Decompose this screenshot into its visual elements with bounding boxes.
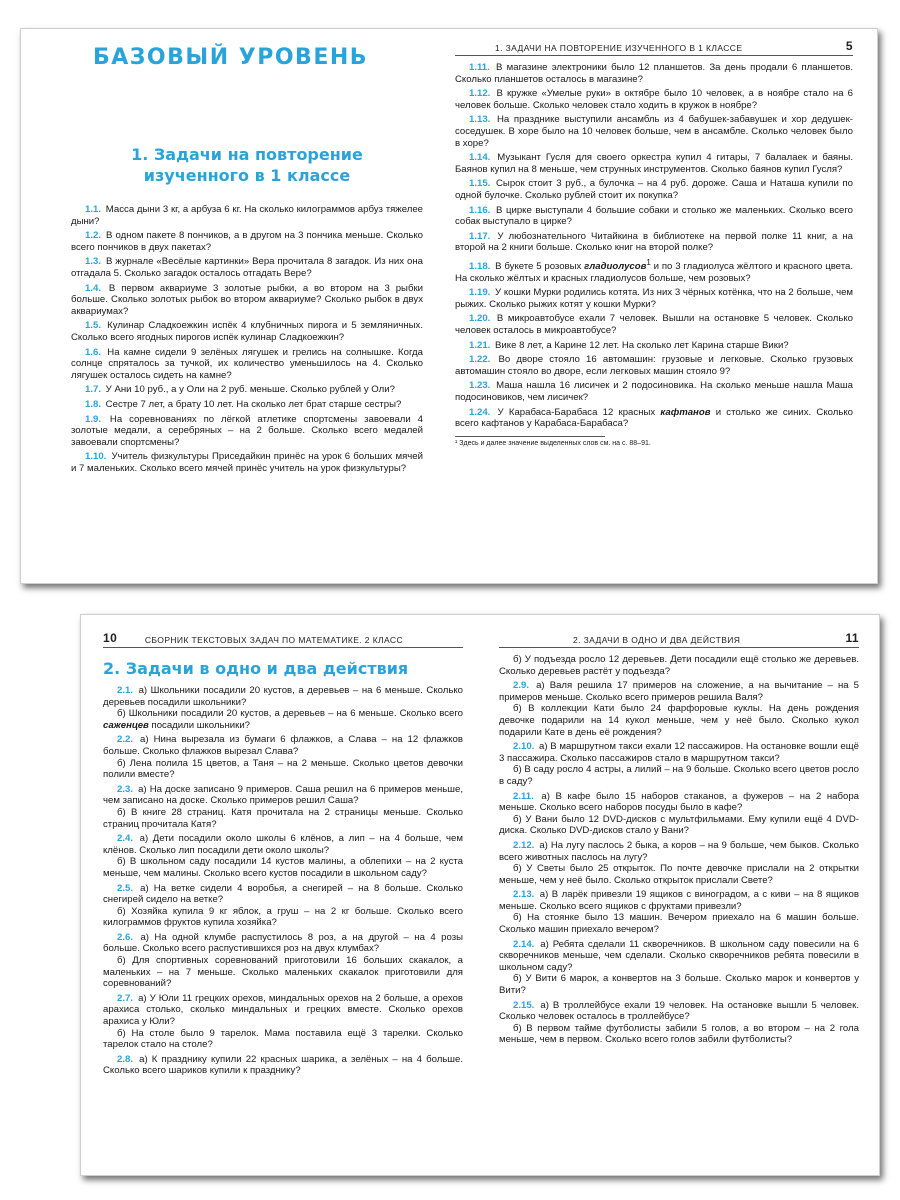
problem-number: 2.8.	[117, 1053, 134, 1065]
problem-text: На соревнованиях по лёгкой атлетике спортсмены завоевали 4 золотые медали, а серебряных – на 2 больше. Сколько всего медалей завоевали спортсмены?	[71, 413, 423, 448]
problem-item	[71, 230, 423, 253]
problem-text: Музыкант Гусля для своего оркестра купил 4 гитары, 7 балалаек и баяны. Баянов купил на 8 меньше, чем струнных инструментов. Сколько баянов купил Гусля?	[455, 152, 853, 175]
problem-number: 1.24.	[469, 406, 491, 418]
problem-part-b: б) В коллекции Кати было 24 фарфоровые куклы. На день рождения девочке подарили на 14 кукол меньше, чем у неё было. Сколько кукол подарили Кате в день её рождения?	[499, 703, 859, 738]
problem-text: У кошки Мурки родились котята. Из них 3 чёрных котёнка, что на 2 больше, чем рыжих. Сколько рыжих котят у кошки Мурки?	[455, 287, 853, 310]
glossary-term: гладиолусов	[584, 261, 647, 273]
problem-number: 1.11.	[469, 62, 490, 73]
problem-text: Масса дыни 3 кг, а арбуза 6 кг. На сколько килограммов арбуз тяжелее дыни?	[71, 204, 423, 227]
problem-part-b: б) В первом тайме футболисты забили 5 голов, а во втором – на 2 гола меньше, чем в первом. Сколько всего голов забили футболисты?	[499, 1022, 859, 1046]
problem-text: В одном пакете 8 пончиков, а в другом на 3 пончика меньше. Сколько всего пончиков в двух пакетах?	[71, 230, 423, 253]
problem-item	[455, 152, 853, 175]
page-number: 5	[845, 39, 853, 53]
problem-list	[71, 204, 423, 474]
problem-part-b: б) У Вити 6 марок, а конвертов на 3 больше. Сколько марок и конвертов у Вити?	[499, 973, 859, 997]
problem-list	[103, 685, 463, 1077]
page-11	[481, 615, 880, 1175]
running-head-text: СБОРНИК ТЕКСТОВЫХ ЗАДАЧ ПО МАТЕМАТИКЕ. 2 КЛАСС	[144, 635, 403, 645]
problem-item	[455, 205, 853, 228]
section-title-line: 1. Задачи на повторение	[131, 145, 363, 164]
problem-text: В журнале «Весёлые картинки» Вера прочитала 8 загадок. Из них она отгадала 5. Сколько загадок осталось отгадать Вере?	[71, 256, 423, 279]
problem-text: Кулинар Сладкоежкин испёк 4 клубничных пирога и 5 земляничных. Сколько всего ягодных пирогов испёк кулинар Сладкоежкин?	[71, 320, 423, 343]
problem-item	[455, 62, 853, 85]
problem-part-a: а) На ветке сидели 4 воробья, а снегирей – на 8 больше. Сколько снегирей сидело на ветке?	[103, 882, 463, 906]
problem-number: 1.16.	[469, 204, 491, 216]
problem-text: посадили школьники?	[148, 719, 251, 731]
problem-part-b	[103, 708, 463, 731]
problem-part-a: а) На лугу паслось 2 быка, а коров – на 9 больше, чем быков. Сколько всего животных паслось на лугу?	[499, 839, 859, 863]
problem-item	[71, 384, 423, 396]
page-10	[81, 615, 481, 1175]
problem-number: 2.2.	[117, 734, 134, 746]
problem-item	[455, 313, 853, 336]
running-header	[455, 39, 853, 56]
problem-item	[499, 791, 859, 837]
problem-item	[71, 399, 423, 411]
problem-number: 1.13.	[469, 114, 491, 126]
problem-list	[499, 680, 859, 1046]
problem-text: На празднике выступили ансамбль из 4 бабушек-забавушек и хор дедушек-соседушек. В хоре было на 10 человек больше, чем в ансамбле. Сколько человек было в хоре?	[455, 114, 853, 149]
problem-number: 1.14.	[469, 152, 491, 164]
problem-item	[71, 283, 423, 318]
problem-text: В цирке выступали 4 большие собаки и столько же маленьких. Сколько всего собак выступало в цирке?	[455, 204, 853, 228]
problem-number: 2.13.	[513, 889, 535, 901]
problem-part-b: б) У Вани было 12 DVD-дисков с мультфильмами. Ему купили ещё 4 DVD-диска. Сколько DVD-дисков стало у Вани?	[499, 813, 859, 837]
problem-number: 2.12.	[513, 839, 535, 851]
problem-part-a: а) На одной клумбе распустилось 8 роз, а на другой – на 4 розы больше. Сколько всего распустившихся роз на двух клумбах?	[103, 931, 463, 955]
problem-part-b: б) На столе было 9 тарелок. Мама поставила ещё 3 тарелки. Сколько тарелок стало на столе?	[103, 1027, 463, 1051]
problem-part-a: а) В троллейбусе ехали 19 человек. На остановке вышли 5 человек. Сколько человек осталось в троллейбусе?	[499, 999, 859, 1023]
page-5	[441, 29, 878, 583]
problem-item	[71, 320, 423, 343]
problem-item	[455, 257, 853, 284]
problem-part-a: а) К празднику купили 22 красных шарика, а зелёных – на 4 больше. Сколько всего шариков купили к празднику?	[103, 1053, 463, 1077]
problem-item	[455, 407, 853, 430]
problem-part-a: а) В маршрутном такси ехали 12 пассажиров. На остановке вошли ещё 3 пассажира. Сколько пассажиров стало в маршрутном такси?	[499, 741, 859, 764]
problem-item	[103, 932, 463, 990]
problem-number: 1.18.	[469, 261, 491, 273]
problem-part-a: а) Нина вырезала из бумаги 6 флажков, а Слава – на 12 флажков больше. Сколько флажков вырезал Слава?	[103, 734, 463, 757]
running-head-text: 2. ЗАДАЧИ В ОДНО И ДВА ДЕЙСТВИЯ	[573, 635, 741, 645]
problem-part-b: б) У Светы было 25 открыток. По почте девочке прислали на 2 открытки меньше, чем у неё было. Сколько открыток прислали Свете?	[499, 863, 859, 886]
problem-part-b: б) В саду росло 4 астры, а лилий – на 9 больше. Сколько всего цветов росло в саду?	[499, 764, 859, 787]
problem-number: 2.7.	[117, 992, 134, 1004]
page-number: 11	[845, 631, 859, 645]
problem-item	[103, 883, 463, 929]
problem-number: 1.9.	[85, 413, 102, 425]
problem-item	[455, 354, 853, 377]
problem-item	[499, 840, 859, 886]
problem-part-b: б) В книге 28 страниц. Катя прочитала на 2 страницы меньше. Сколько страниц прочитала Катя?	[103, 806, 463, 830]
problem-item	[455, 178, 853, 201]
footnote: ¹ Здесь и далее значение выделенных слов см. на с. 88–91.	[455, 436, 605, 447]
running-head-text: 1. ЗАДАЧИ НА ПОВТОРЕНИЕ ИЗУЧЕННОГО В 1 КЛАССЕ	[495, 43, 743, 53]
problem-item	[499, 741, 859, 787]
problem-part-a: а) В кафе было 15 наборов стаканов, а фужеров – на 2 набора меньше. Сколько всего наборов посуды было в кафе?	[499, 790, 859, 814]
problem-number: 1.15.	[469, 178, 491, 190]
problem-number: 1.12.	[469, 88, 491, 100]
problem-number: 2.6.	[117, 931, 134, 943]
problem-text: Учитель физкультуры Приседайкин принёс на урок 6 больших мячей и 7 маленьких. Сколько всего мячей принёс учитель на урок физкультуры?	[71, 451, 423, 474]
problem-number: 1.5.	[85, 320, 102, 332]
section-title-line: изученного в 1 классе	[143, 166, 351, 185]
problem-number: 1.22.	[469, 354, 491, 366]
problem-item	[103, 993, 463, 1051]
problem-number: 1.23.	[469, 380, 491, 392]
problem-item	[103, 685, 463, 731]
problem-item	[71, 414, 423, 449]
running-header	[103, 631, 463, 648]
problem-part-b: б) Для спортивных соревнований приготовили 16 больших скакалок, а маленьких – на 7 меньше. Сколько маленьких скакалок приготовили для соревнований?	[103, 955, 463, 990]
problem-number: 2.14.	[513, 938, 535, 950]
problem-text: На камне сидели 9 зелёных лягушек и грелись на солнышке. Когда солнце спряталось за тучкой, их количество уменьшилось на 4. Сколько лягушек осталось сидеть на камне?	[71, 346, 423, 381]
problem-number: 2.1.	[117, 685, 134, 696]
problem-part-a: а) На доске записано 9 примеров. Саша решил на 6 примеров меньше, чем записано на доске. Сколько примеров решил Саша?	[103, 783, 463, 807]
problem-number: 1.3.	[85, 256, 102, 268]
problem-continuation: б) У подъезда росло 12 деревьев. Дети посадили ещё столько же деревьев. Сколько деревьев растёт у подъезда?	[499, 654, 859, 677]
problem-text: Во дворе стояло 16 автомашин: грузовые и легковые. Сколько грузовых автомашин стояло во дворе, если легковых машин стояло 9?	[455, 354, 853, 377]
level-title: БАЗОВЫЙ УРОВЕНЬ	[93, 45, 369, 70]
problem-text: В микроавтобусе ехали 7 человек. Вышли на остановке 5 человек. Сколько человек осталось в микроавтобусе?	[455, 313, 853, 337]
problem-item	[499, 939, 859, 997]
problem-number: 1.8.	[85, 398, 102, 410]
problem-part-a: а) Валя решила 17 примеров на сложение, а на вычитание – на 5 примеров меньше. Сколько всего примеров решила Валя?	[499, 680, 859, 703]
problem-text: Сестре 7 лет, а брату 10 лет. На сколько лет брат старше сестры?	[103, 398, 402, 410]
bottom-book-spread	[80, 614, 880, 1176]
problem-number: 1.7.	[85, 384, 102, 396]
problem-number: 1.20.	[469, 313, 491, 325]
problem-number: 1.2.	[85, 230, 102, 242]
problem-number: 1.10.	[85, 451, 107, 463]
page-number: 10	[103, 631, 118, 645]
problem-number: 1.17.	[469, 230, 491, 242]
problem-list	[455, 62, 853, 430]
problem-part-a: а) Школьники посадили 20 кустов, а деревьев – на 6 меньше. Сколько деревьев посадили школьники?	[103, 685, 463, 708]
problem-item	[71, 256, 423, 279]
problem-item	[499, 680, 859, 738]
problem-text: У Карабаса-Барабаса 12 красных	[492, 406, 661, 418]
problem-part-b: б) На стоянке было 13 машин. Вечером приехало на 6 машин больше. Сколько машин приехало вечером?	[499, 912, 859, 936]
problem-number: 2.3.	[117, 783, 134, 795]
problem-item	[455, 88, 853, 111]
problem-text: Маша нашла 16 лисичек и 2 подосиновика. На сколько меньше нашла Маша подосиновиков, чем лисичек?	[455, 380, 853, 404]
footnote-mark: 1	[646, 257, 651, 267]
problem-number: 2.9.	[513, 680, 530, 692]
problem-text: Сырок стоит 3 руб., а булочка – на 4 руб. дороже. Саша и Наташа купили по одной булочке. Сколько рублей стоит их покупка?	[455, 178, 853, 201]
problem-item	[103, 784, 463, 830]
problem-item	[455, 114, 853, 149]
section-title-1	[71, 144, 423, 186]
problem-text: В первом аквариуме 3 золотые рыбки, а во втором на 3 рыбки больше. Сколько золотых рыбок во втором аквариуме? Сколько рыбок в двух аквариумах?	[71, 282, 423, 317]
problem-item	[103, 1054, 463, 1077]
problem-text: Вике 8 лет, а Карине 12 лет. На сколько лет Карина старше Вики?	[492, 339, 789, 351]
problem-number: 2.10.	[513, 741, 535, 753]
problem-number: 2.15.	[513, 999, 535, 1011]
problem-part-a: а) У Юли 11 грецких орехов, миндальных орехов на 2 больше, а орехов арахиса столько, сколько миндальных и грецких вместе. Сколько орехов арахиса у Юли?	[103, 992, 463, 1028]
problem-number: 1.19.	[469, 287, 491, 299]
problem-item	[455, 340, 853, 352]
top-book-spread	[20, 28, 878, 584]
problem-text: и столько же синих. Сколько всего кафтанов у Карабаса-Барабаса?	[455, 406, 853, 430]
problem-part-b: б) Хозяйка купила 9 кг яблок, а груш – на 2 кг больше. Сколько всего килограммов фруктов купила хозяйка?	[103, 905, 463, 929]
page-4	[21, 29, 441, 583]
problem-part-a: а) Ребята сделали 11 скворечников. В школьном саду повесили на 6 скворечников меньше, чем сделали. Сколько скворечников ребята повесили в школьном саду?	[499, 938, 859, 973]
problem-item	[103, 734, 463, 780]
glossary-term: саженцев	[103, 719, 149, 731]
problem-number: 1.1.	[85, 204, 102, 215]
problem-part-b: б) В школьном саду посадили 14 кустов малины, а облепихи – на 2 куста меньше, чем малины. Сколько всего кустов посадили в школьном саду?	[103, 856, 463, 879]
problem-text: В кружке «Умелые руки» в октябре было 10 человек, а в ноябре стало на 6 человек больше. Сколько человек стало ходить в кружок в ноябре?	[455, 88, 853, 111]
problem-part-a: а) В ларёк привезли 19 ящиков с виноградом, а с киви – на 8 ящиков меньше. Сколько всего ящиков с фруктами привезли?	[499, 889, 859, 912]
running-header	[499, 631, 859, 648]
problem-item	[71, 451, 423, 474]
problem-part-b: б) Лена полила 15 цветов, а Таня – на 2 меньше. Сколько цветов девочки полили вместе?	[103, 757, 463, 781]
problem-part-a: а) Дети посадили около школы 6 клёнов, а лип – на 4 больше, чем клёнов. Сколько лип посадили дети около школы?	[103, 833, 463, 856]
problem-number: 1.21.	[469, 339, 491, 351]
problem-item	[455, 231, 853, 254]
problem-item	[499, 1000, 859, 1046]
problem-item	[455, 380, 853, 403]
glossary-term: кафтанов	[660, 406, 711, 418]
problem-text: В букете 5 розовых	[492, 261, 585, 273]
problem-item	[499, 889, 859, 935]
problem-text: В магазине электроники было 12 планшетов. За день продали 6 планшетов. Сколько планшетов осталось в магазине?	[455, 62, 853, 85]
problem-item	[71, 347, 423, 382]
problem-item	[71, 204, 423, 227]
problem-number: 1.6.	[85, 346, 102, 358]
section-title-2: 2. Задачи в одно и два действия	[103, 659, 409, 678]
problem-number: 2.5.	[117, 882, 134, 894]
problem-text: У Ани 10 руб., а у Оли на 2 руб. меньше. Сколько рублей у Оли?	[103, 384, 395, 396]
problem-number: 2.11.	[513, 790, 534, 802]
problem-item	[455, 287, 853, 310]
problem-number: 1.4.	[85, 282, 102, 294]
problem-number: 2.4.	[117, 833, 134, 845]
problem-text: б) Школьники посадили 20 кустов, а деревьев – на 6 меньше. Сколько всего	[117, 708, 463, 720]
problem-text: и по 3 гладиолуса жёлтого и красного цвета. На сколько жёлтых и красных гладиолусов больше, чем розовых?	[455, 261, 853, 284]
problem-item	[103, 833, 463, 879]
problem-text: У любознательного Читайкина в библиотеке на первой полке 11 книг, а на второй на 2 книги больше. Сколько книг на второй полке?	[455, 230, 853, 254]
